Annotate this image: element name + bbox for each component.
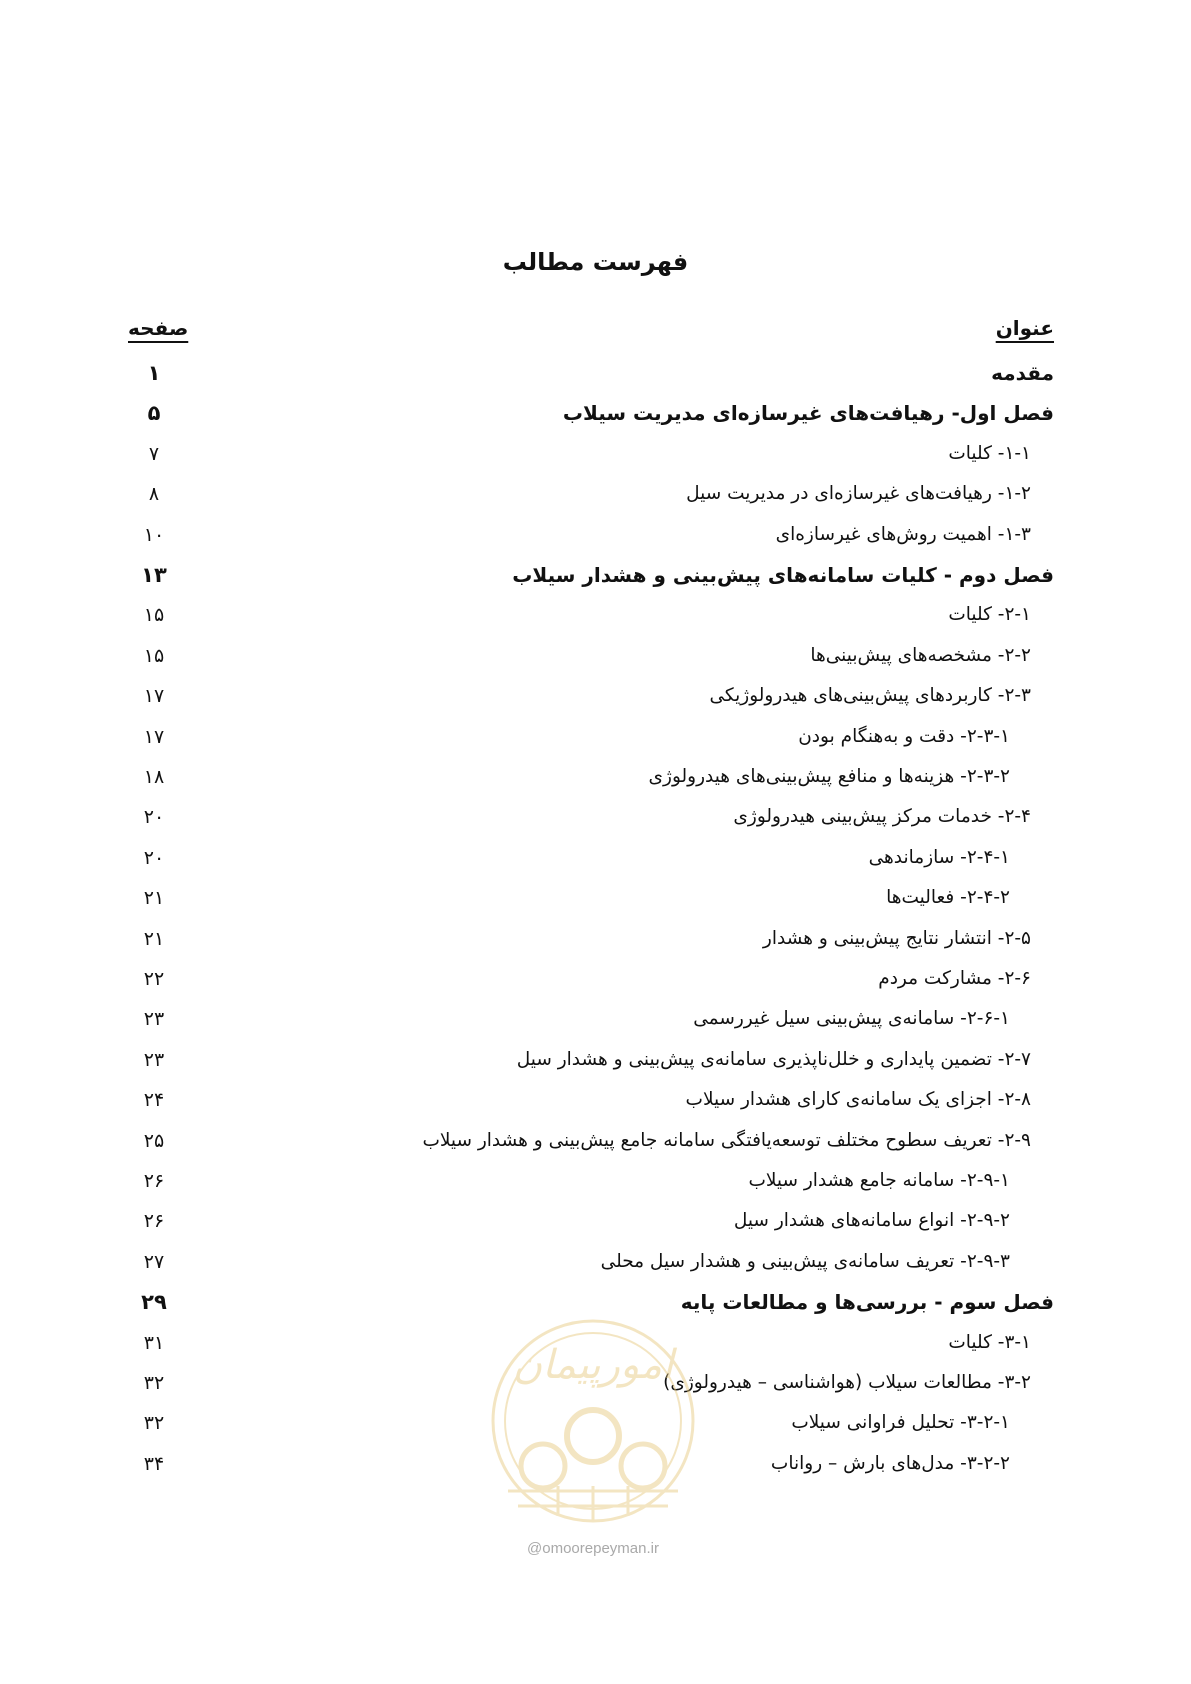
toc-section-row	[0, 598, 1191, 632]
toc-chapter-row	[0, 1285, 1191, 1319]
toc-entry-title: ۲-۹-۱- سامانه جامع هشدار سیلاب	[748, 1170, 1010, 1191]
toc-entry-title: ۲-۸- اجزای یک سامانه‌ی کارای هشدار سیلاب	[685, 1089, 1031, 1111]
toc-entry-page: ۲۳	[143, 1048, 165, 1071]
toc-entry-title: ۳-۲- مطالعات سیلاب (هواشناسی – هیدرولوژی)	[663, 1372, 1031, 1393]
toc-entry-title: فصل اول- رهیافت‌های غیرسازه‌ای مدیریت سیلاب	[562, 401, 1054, 426]
toc-entry-title: ۲-۵- انتشار نتایج پیش‌بینی و هشدار	[762, 927, 1031, 949]
toc-entry-title: ۲-۶- مشارکت مردم	[878, 968, 1031, 989]
toc-entry-page: ۲۰	[143, 806, 165, 829]
toc-entry-title: فصل سوم - بررسی‌ها و مطالعات پایه	[680, 1290, 1054, 1315]
toc-section-row	[0, 1002, 1191, 1036]
toc-entry-title: ۲-۳-۱- دقت و به‌هنگام بودن	[798, 725, 1010, 747]
toc-entry-page: ۲۲	[143, 968, 165, 990]
toc-entry-title: ۲-۲- مشخصه‌های پیش‌بینی‌ها	[810, 644, 1031, 666]
toc-entry-page: ۳۲	[143, 1372, 165, 1394]
toc-section-row	[0, 1164, 1191, 1198]
document-title: فهرست مطالب	[502, 248, 689, 276]
toc-entry-page: ۱۳	[141, 563, 167, 587]
toc-entry-title: ۲-۳- کاربردهای پیش‌بینی‌های هیدرولوژیکی	[709, 685, 1031, 707]
toc-section-row	[0, 477, 1191, 511]
toc-entry-page: ۱۷	[143, 685, 165, 708]
toc-entry-title: ۲-۹-۲- انواع سامانه‌های هشدار سیل	[733, 1210, 1010, 1232]
toc-entry-page: ۲۳	[143, 1008, 165, 1031]
toc-entry-title: ۲-۳-۲- هزینه‌ها و منافع پیش‌بینی‌های هیدرولوژی	[648, 766, 1010, 787]
watermark-site: @omoorepeyman.ir	[527, 1540, 659, 1557]
toc-entry-title: فصل دوم - کلیات سامانه‌های پیش‌بینی و هشدار سیلاب	[512, 563, 1054, 587]
watermark-logo-text: امورپیمان	[512, 1342, 674, 1388]
toc-entry-title: ۲-۴-۱- سازماندهی	[868, 846, 1010, 868]
toc-entry-title: ۲-۱- کلیات	[948, 604, 1031, 626]
toc-entry-page: ۱۷	[143, 725, 165, 748]
toc-chapter-row	[0, 356, 1191, 390]
toc-entry-page: ۱۵	[143, 604, 165, 627]
toc-section-row	[0, 639, 1191, 673]
toc-entry-page: ۲۱	[143, 927, 165, 950]
toc-entry-page: ۲۴	[143, 1089, 165, 1112]
toc-section-row	[0, 437, 1191, 471]
toc-entry-title: ۲-۹- تعریف سطوح مختلف توسعه‌یافتگی سامانه جامع پیش‌بینی و هشدار سیلاب	[422, 1129, 1031, 1151]
toc-section-row	[0, 962, 1191, 996]
toc-entry-page: ۱	[147, 361, 161, 385]
toc-section-row	[0, 1124, 1191, 1158]
toc-section-row	[0, 1204, 1191, 1238]
toc-entry-page: ۲۷	[143, 1250, 165, 1273]
toc-entry-page: ۳۴	[143, 1452, 165, 1475]
toc-entry-title: ۱-۱- کلیات	[948, 442, 1031, 464]
toc-entry-page: ۸	[148, 483, 160, 506]
toc-section-row	[0, 760, 1191, 794]
toc-entry-title: ۳-۱- کلیات	[948, 1331, 1031, 1353]
toc-section-row	[0, 679, 1191, 713]
toc-entry-page: ۲۵	[143, 1129, 165, 1152]
toc-section-row	[0, 1447, 1191, 1481]
toc-section-row	[0, 1366, 1191, 1400]
toc-entry-title: ۳-۲-۲- مدل‌های بارش – رواناب	[770, 1452, 1010, 1474]
toc-entry-page: ۱۸	[143, 766, 165, 788]
toc-entry-page: ۲۶	[143, 1170, 165, 1192]
toc-section-row	[0, 720, 1191, 754]
toc-entry-title: ۲-۶-۱- سامانه‌ی پیش‌بینی سیل غیررسمی	[693, 1008, 1010, 1030]
toc-entry-page: ۲۱	[143, 887, 165, 910]
toc-entry-page: ۲۶	[143, 1210, 165, 1233]
toc-section-row	[0, 922, 1191, 956]
toc-entry-title: ۱-۳- اهمیت روش‌های غیرسازه‌ای	[775, 523, 1031, 545]
toc-entry-title: ۳-۲-۱- تحلیل فراوانی سیلاب	[791, 1412, 1010, 1434]
toc-section-row	[0, 1326, 1191, 1360]
column-header-title: عنوان	[995, 316, 1054, 340]
toc-section-row	[0, 881, 1191, 915]
toc-section-row	[0, 1043, 1191, 1077]
toc-entry-page: ۱۰	[143, 523, 165, 546]
toc-entry-title: ۲-۴- خدمات مرکز پیش‌بینی هیدرولوژی	[733, 806, 1031, 828]
toc-entry-title: ۲-۷- تضمین پایداری و خلل‌ناپذیری سامانه‌ی پیش‌بینی و هشدار سیل	[516, 1048, 1031, 1070]
toc-entry-title: ۱-۲- رهیافت‌های غیرسازه‌ای در مدیریت سیل	[686, 483, 1031, 505]
toc-section-row	[0, 841, 1191, 875]
toc-entry-page: ۱۵	[143, 644, 165, 667]
toc-chapter-row	[0, 396, 1191, 430]
toc-entry-page: ۷	[148, 442, 160, 465]
toc-section-row	[0, 800, 1191, 834]
toc-entry-page: ۲۹	[141, 1290, 167, 1315]
toc-section-row	[0, 518, 1191, 552]
toc-entry-title: مقدمه	[991, 361, 1054, 385]
toc-entry-page: ۲۰	[143, 846, 165, 869]
toc-entry-page: ۳۱	[143, 1331, 165, 1354]
toc-entry-page: ۵	[147, 401, 161, 426]
toc-entry-title: ۲-۴-۲- فعالیت‌ها	[886, 887, 1010, 909]
toc-entry-page: ۳۲	[143, 1412, 165, 1435]
toc-chapter-row	[0, 558, 1191, 592]
toc-entry-title: ۲-۹-۳- تعریف سامانه‌ی پیش‌بینی و هشدار سیل محلی	[600, 1250, 1010, 1272]
toc-section-row	[0, 1083, 1191, 1117]
toc-section-row	[0, 1406, 1191, 1440]
column-header-page: صفحه	[128, 316, 189, 340]
toc-section-row	[0, 1245, 1191, 1279]
